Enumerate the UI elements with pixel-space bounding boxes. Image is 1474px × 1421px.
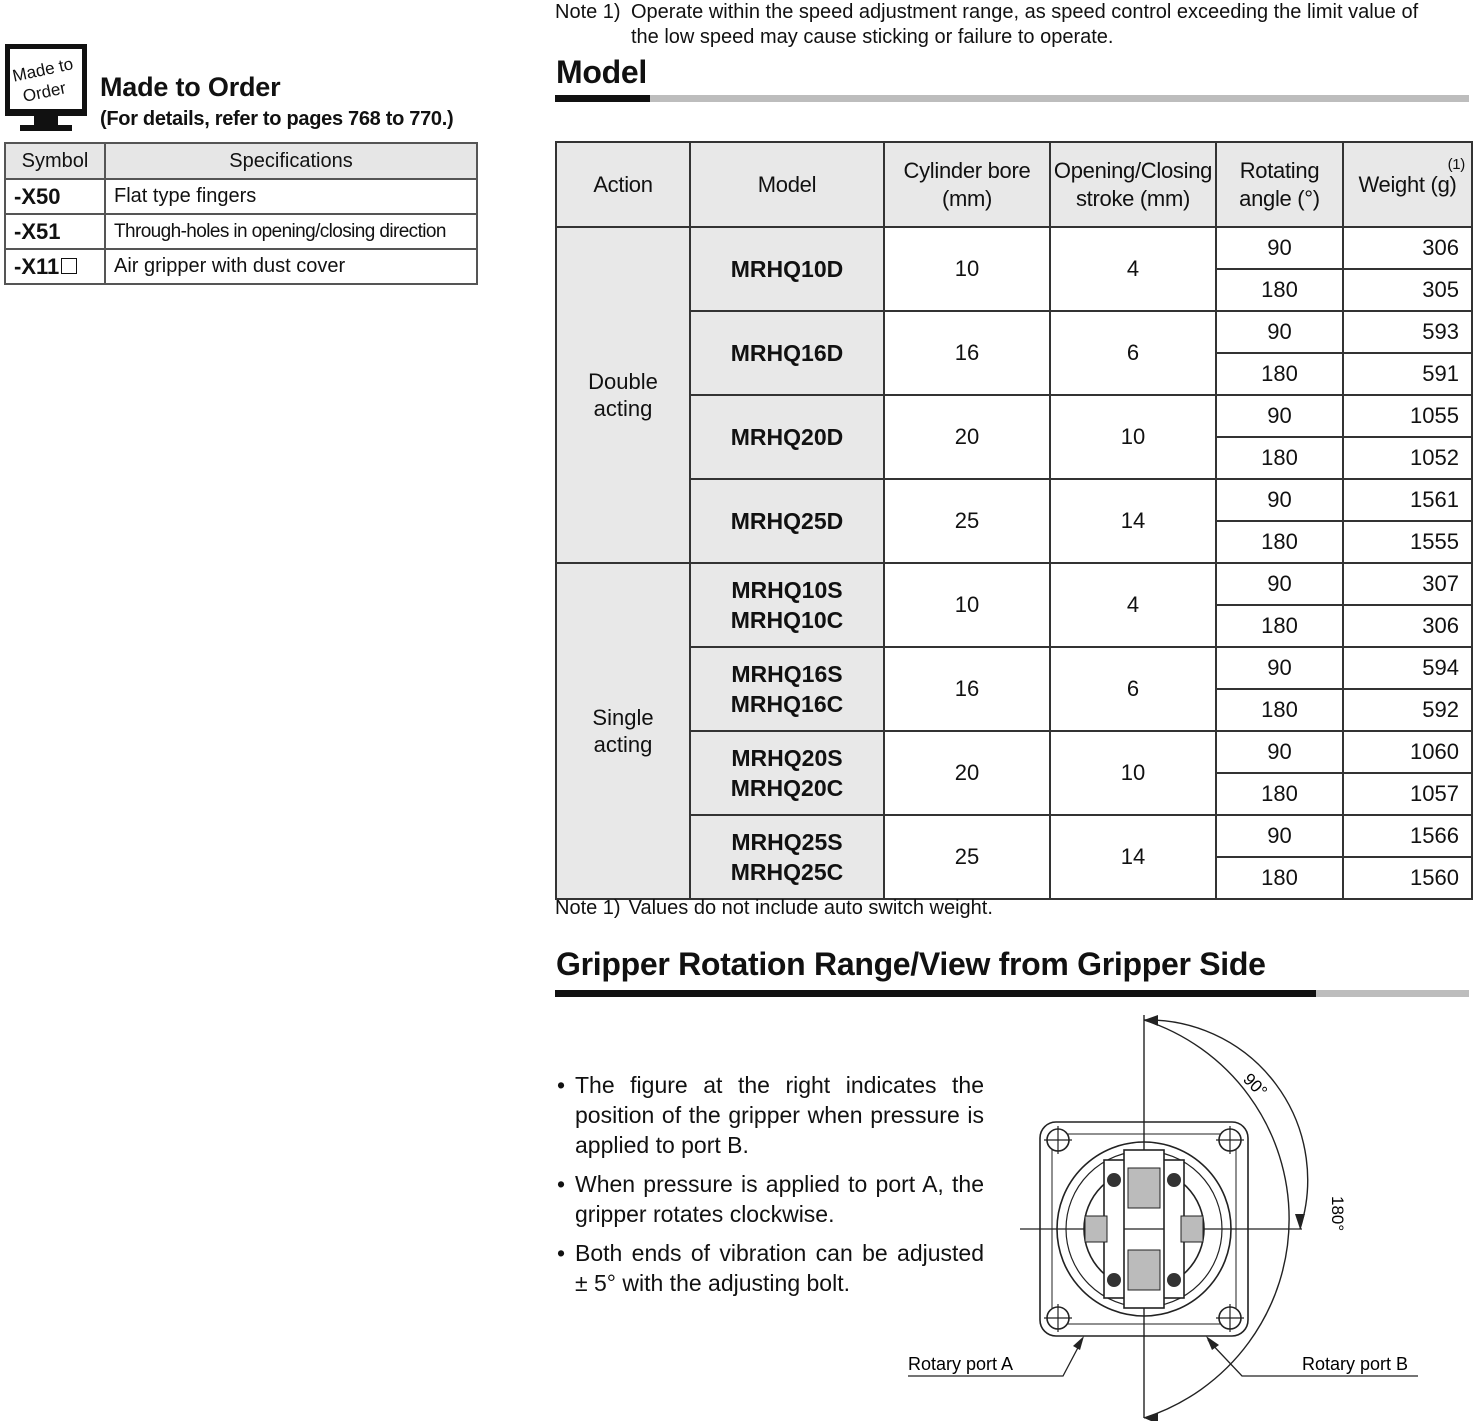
made-to-order-logo: [4, 43, 88, 133]
model-cell: MRHQ10D: [690, 227, 884, 311]
weight-cell: 594: [1343, 647, 1472, 689]
header-stroke-line1: Opening/Closing: [1053, 157, 1213, 183]
header-rotating-angle: [1216, 142, 1343, 227]
weight-cell: 1060: [1343, 731, 1472, 773]
model-name-line1: MRHQ16S: [731, 661, 843, 687]
action-line1: Double: [588, 369, 658, 394]
stroke-cell: 10: [1050, 731, 1216, 815]
model-name-line1: MRHQ10S: [731, 577, 843, 603]
model-cell: MRHQ25D: [690, 479, 884, 563]
angle-cell: 180: [1216, 857, 1343, 899]
symbol-text: -X11: [14, 253, 60, 279]
model-cell: [690, 815, 884, 899]
bore-cell: 16: [884, 647, 1050, 731]
angle-cell: 180: [1216, 521, 1343, 563]
angle-cell: 90: [1216, 395, 1343, 437]
weight-cell: 1561: [1343, 479, 1472, 521]
angle-cell: 180: [1216, 269, 1343, 311]
header-weight-label: Weight (g): [1358, 171, 1457, 197]
spec-cell: Air gripper with dust cover: [105, 249, 477, 284]
note-label: Note 1): [555, 1, 621, 23]
angle-cell: 180: [1216, 437, 1343, 479]
model-name-line2: MRHQ20C: [730, 775, 844, 801]
table-row: [556, 395, 1472, 437]
bore-cell: 20: [884, 395, 1050, 479]
weight-cell: 307: [1343, 563, 1472, 605]
bore-cell: 10: [884, 227, 1050, 311]
table-row: [5, 179, 477, 214]
spec-cell: Through-holes in opening/closing direction: [105, 214, 477, 249]
angle-cell: 180: [1216, 605, 1343, 647]
table-row: [556, 563, 1472, 605]
angle-cell: 90: [1216, 563, 1343, 605]
header-weight: [1343, 142, 1472, 227]
model-name-line2: MRHQ25C: [730, 859, 844, 885]
table-row: [5, 249, 477, 284]
model-table: [555, 141, 1473, 900]
weight-cell: 1560: [1343, 857, 1472, 899]
action-line2: acting: [593, 732, 653, 757]
weight-cell: 1566: [1343, 815, 1472, 857]
table-row: [556, 647, 1472, 689]
note-line1: Operate within the speed adjustment range, as speed control exceeding the limit value of: [631, 1, 1419, 23]
logo-text-line2: Order: [21, 78, 68, 106]
angle-cell: 90: [1216, 227, 1343, 269]
weight-cell: 1555: [1343, 521, 1472, 563]
angle-cell: 90: [1216, 815, 1343, 857]
header-action: Action: [556, 142, 690, 227]
model-name-line1: MRHQ25S: [731, 829, 843, 855]
table-row: [556, 815, 1472, 857]
stroke-cell: 6: [1050, 647, 1216, 731]
symbol-cell: [5, 249, 105, 284]
table-row: [5, 214, 477, 249]
list-item: • When pressure is applied to port A, the gripper rotates clockwise.: [557, 1169, 984, 1229]
stroke-cell: 4: [1050, 227, 1216, 311]
rotary-port-a-label: Rotary port A: [908, 1354, 1014, 1374]
made-to-order-table: [4, 142, 478, 285]
made-to-order-subtitle: (For details, refer to pages 768 to 770.): [100, 108, 454, 130]
header-stroke: [1050, 142, 1216, 227]
angle-cell: 180: [1216, 773, 1343, 815]
gripper-rotation-diagram: [908, 1005, 1474, 1421]
header-bore-line1: Cylinder bore: [903, 157, 1031, 183]
speed-note: [555, 0, 1467, 50]
rotation-notes: [557, 1070, 984, 1307]
weight-cell: 305: [1343, 269, 1472, 311]
angle-180-label: 180°: [1328, 1196, 1347, 1232]
action-line2: acting: [593, 396, 653, 421]
model-name-line2: MRHQ10C: [730, 607, 844, 633]
section-rule-accent: [555, 990, 1316, 997]
rotary-port-b-label: Rotary port B: [1302, 1354, 1409, 1374]
model-name-line2: MRHQ16C: [730, 691, 844, 717]
note-label: Note 1): [555, 897, 621, 919]
model-name-line1: MRHQ20S: [731, 745, 843, 771]
table-row: [556, 227, 1472, 269]
bore-cell: 20: [884, 731, 1050, 815]
placeholder-box-icon: [61, 258, 77, 274]
header-angle-line2: angle (°): [1239, 185, 1320, 211]
angle-cell: 90: [1216, 647, 1343, 689]
table-row: [556, 311, 1472, 353]
spec-cell: Flat type fingers: [105, 179, 477, 214]
bore-cell: 16: [884, 311, 1050, 395]
model-cell: MRHQ16D: [690, 311, 884, 395]
angle-cell: 180: [1216, 353, 1343, 395]
header-symbol: Symbol: [5, 143, 105, 179]
angle-cell: 180: [1216, 689, 1343, 731]
weight-cell: 1055: [1343, 395, 1472, 437]
header-cylinder-bore: [884, 142, 1050, 227]
weight-cell: 591: [1343, 353, 1472, 395]
weight-cell: 592: [1343, 689, 1472, 731]
model-cell: [690, 563, 884, 647]
made-to-order-title: Made to Order: [100, 72, 281, 102]
bore-cell: 25: [884, 815, 1050, 899]
note-text: Values do not include auto switch weight.: [628, 897, 993, 919]
stroke-cell: 14: [1050, 479, 1216, 563]
stroke-cell: 14: [1050, 815, 1216, 899]
bore-cell: 25: [884, 479, 1050, 563]
weight-cell: 593: [1343, 311, 1472, 353]
list-item: • The figure at the right indicates the position of the gripper when pressure is applied to port B.: [557, 1070, 984, 1160]
bore-cell: 10: [884, 563, 1050, 647]
model-cell: [690, 647, 884, 731]
action-cell: [556, 227, 690, 563]
symbol-cell: -X51: [5, 214, 105, 249]
section-rule-accent: [555, 95, 650, 102]
angle-cell: 90: [1216, 311, 1343, 353]
model-cell: MRHQ20D: [690, 395, 884, 479]
stroke-cell: 4: [1050, 563, 1216, 647]
angle-cell: 90: [1216, 731, 1343, 773]
action-line1: Single: [592, 705, 654, 730]
action-cell: [556, 563, 690, 899]
stroke-cell: 6: [1050, 311, 1216, 395]
header-bore-line2: (mm): [941, 185, 993, 211]
model-section-title: Model: [556, 54, 647, 90]
table-row: [556, 479, 1472, 521]
symbol-cell: -X50: [5, 179, 105, 214]
header-angle-line1: Rotating: [1239, 157, 1320, 183]
weight-cell: 1057: [1343, 773, 1472, 815]
weight-cell: 306: [1343, 605, 1472, 647]
stroke-cell: 10: [1050, 395, 1216, 479]
header-specifications: Specifications: [105, 143, 477, 179]
weight-cell: 306: [1343, 227, 1472, 269]
model-cell: [690, 731, 884, 815]
angle-cell: 90: [1216, 479, 1343, 521]
header-model: Model: [690, 142, 884, 227]
angle-90-label: 90°: [1239, 1069, 1271, 1102]
section-rule: [555, 95, 1469, 102]
list-item: • Both ends of vibration can be adjusted ± 5° with the adjusting bolt.: [557, 1238, 984, 1298]
weight-cell: 1052: [1343, 437, 1472, 479]
note-line2: the low speed may cause sticking or failure to operate.: [631, 26, 1114, 48]
rotation-section-title: Gripper Rotation Range/View from Gripper Side: [556, 946, 1266, 982]
header-stroke-line2: stroke (mm): [1075, 185, 1191, 211]
weight-note: [555, 897, 993, 920]
table-row: [556, 731, 1472, 773]
weight-footnote-mark: (1): [1447, 156, 1465, 173]
logo-text-line1: Made to: [10, 54, 75, 86]
